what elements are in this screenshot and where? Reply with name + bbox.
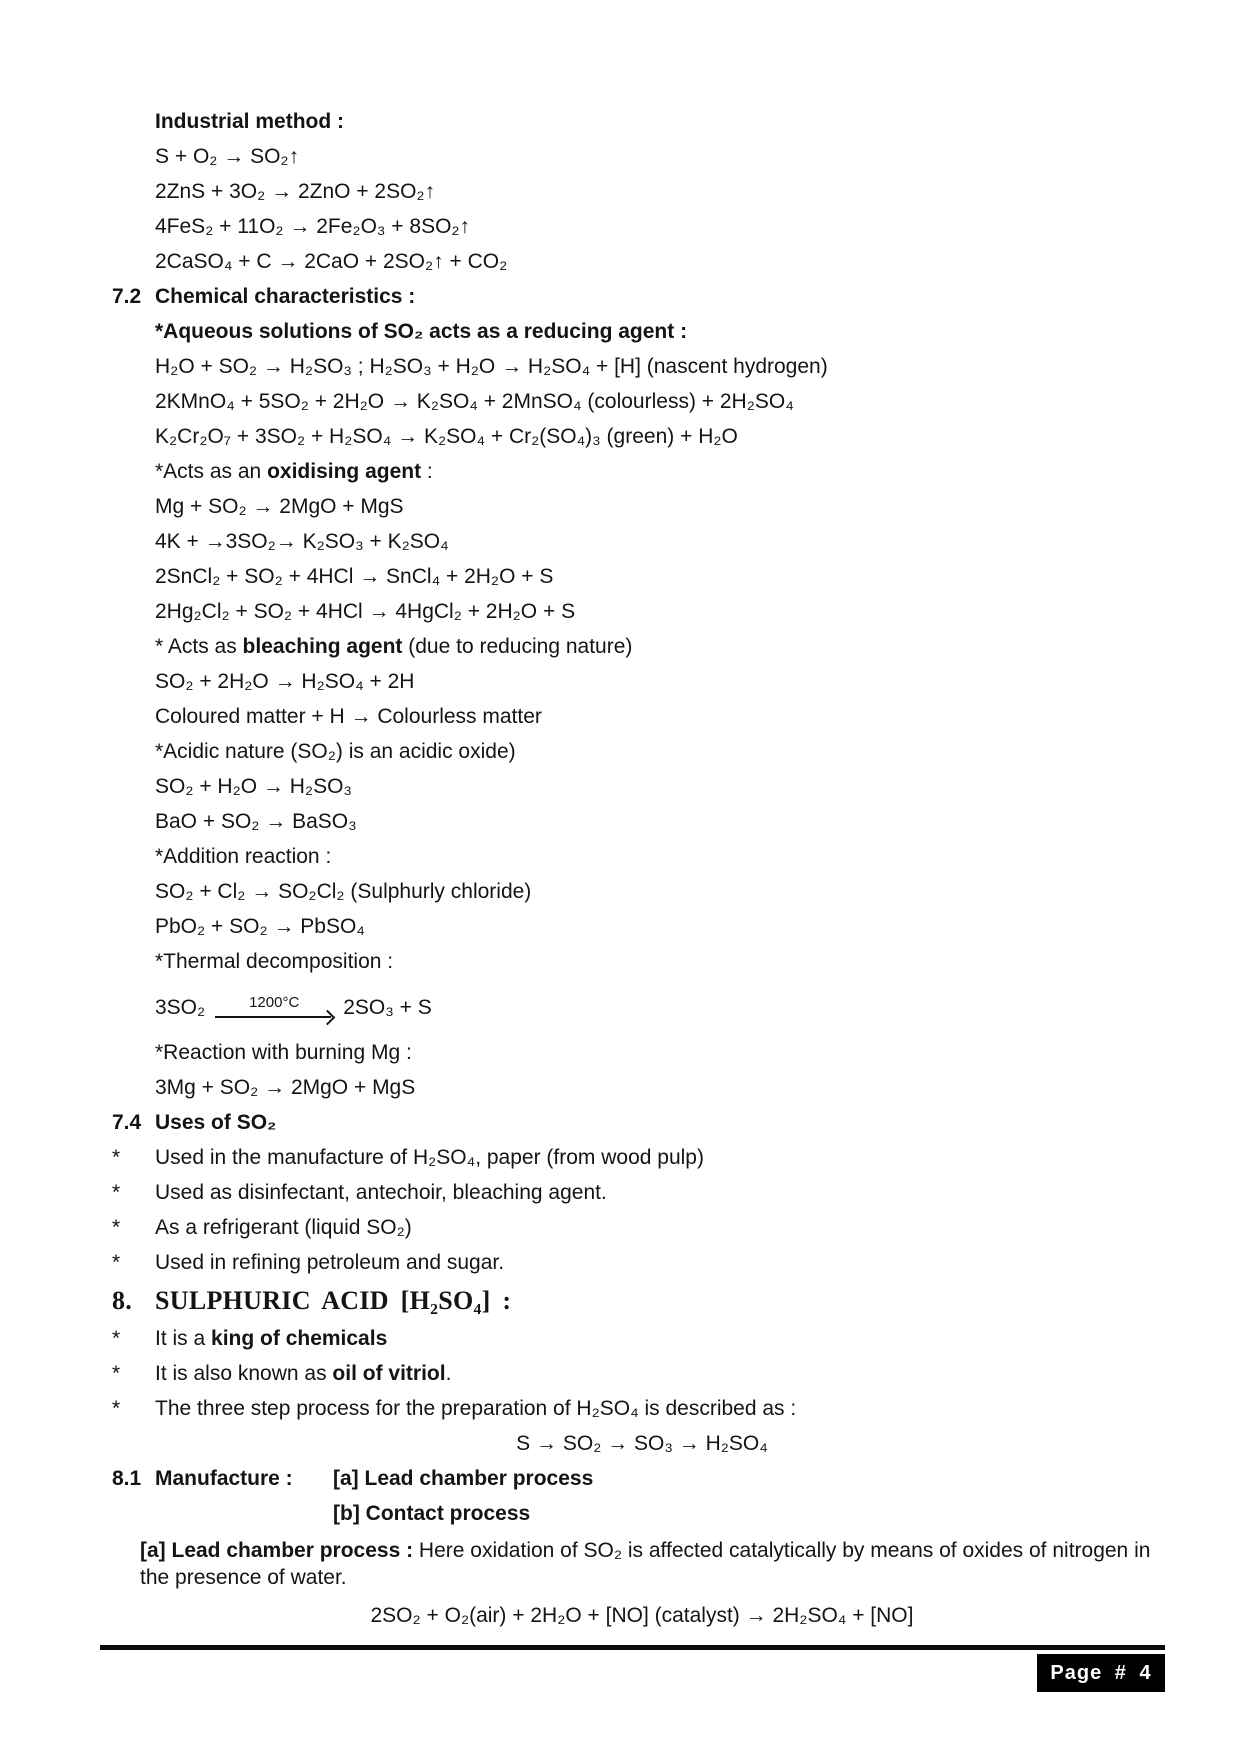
burning-mg-line: *Reaction with burning Mg : — [155, 1041, 412, 1064]
bullet-item — [112, 1391, 1172, 1426]
arrow-shaft — [215, 1011, 333, 1024]
section-title: Chemical characteristics : — [155, 285, 416, 308]
lead-chamber-paragraph — [140, 1537, 1172, 1591]
bullet-glyph: * — [112, 1146, 121, 1169]
bullet-item — [112, 1321, 1172, 1356]
thermal-decomposition-line: *Thermal decomposition : — [155, 950, 394, 973]
equation-rhs: 2SO₃ + S — [343, 995, 432, 1019]
equation-line-centered: S → SO₂ → SO₃ → H₂SO₄ — [516, 1432, 768, 1455]
bullet-text — [155, 1356, 451, 1391]
section-heading-uses — [112, 1105, 1172, 1140]
bullet-glyph: * — [112, 1181, 121, 1204]
section-number: 7.2 — [112, 285, 142, 308]
reaction-condition-arrow — [215, 994, 333, 1024]
bullet-glyph: * — [112, 1327, 121, 1350]
addition-reaction-line: *Addition reaction : — [155, 845, 332, 868]
bullet-item — [112, 1140, 1172, 1175]
reducing-agent-heading: *Aqueous solutions of SO₂ acts as a reducing agent : — [155, 320, 688, 343]
equation-line: 4FeS₂ + 11O₂ → 2Fe₂O₃ + 8SO₂↑ — [155, 215, 471, 238]
bullet-glyph: * — [112, 1397, 121, 1420]
bleaching-agent-line — [155, 629, 1172, 664]
page-number-badge: Page # 4 — [1037, 1654, 1165, 1692]
industrial-method-heading: Industrial method : — [155, 110, 344, 133]
equation-line: SO₂ + Cl₂ → SO₂Cl₂ (Sulphurly chloride) — [155, 880, 532, 903]
text-segment: * Acts as — [155, 635, 243, 658]
page-content — [112, 104, 1172, 1633]
section-heading-sulphuric-acid — [112, 1280, 1172, 1321]
equation-line: Mg + SO₂ → 2MgO + MgS — [155, 495, 404, 518]
bullet-text: As a refrigerant (liquid SO₂) — [155, 1216, 412, 1239]
section-heading-manufacture — [112, 1461, 1172, 1496]
text-segment: : — [421, 460, 433, 483]
equation-lhs: 3SO₂ — [155, 995, 206, 1019]
bullet-glyph: * — [112, 1251, 121, 1274]
process-option-a: [a] Lead chamber process — [333, 1467, 594, 1490]
footer-divider — [100, 1645, 1165, 1650]
equation-line: PbO₂ + SO₂ → PbSO₄ — [155, 915, 365, 938]
bullet-item — [112, 1175, 1172, 1210]
text-segment: Here oxidation of SO₂ is affected catalytically by means of oxides of nitrogen in the presence of water. — [140, 1539, 1151, 1589]
bullet-item — [112, 1210, 1172, 1245]
equation-line: Coloured matter + H → Colourless matter — [155, 705, 542, 728]
equation-line: K₂Cr₂O₇ + 3SO₂ + H₂SO₄ → K₂SO₄ + Cr₂(SO₄)₃ (green) + H₂O — [155, 425, 738, 448]
text-segment: . — [445, 1362, 452, 1385]
equation-line: SO₂ + 2H₂O → H₂SO₄ + 2H — [155, 670, 415, 693]
bullet-item — [112, 1245, 1172, 1280]
equation-line: 3Mg + SO₂ → 2MgO + MgS — [155, 1076, 416, 1099]
text-segment: It is a — [155, 1327, 212, 1350]
text-segment-bold: [a] Lead chamber process : — [140, 1539, 414, 1562]
equation-line: 2ZnS + 3O₂ → 2ZnO + 2SO₂↑ — [155, 180, 436, 203]
process-option-b: [b] Contact process — [333, 1502, 531, 1525]
section-number: 8.1 — [112, 1467, 142, 1490]
text-segment-bold: oxidising agent — [267, 460, 422, 483]
thermal-equation — [155, 979, 1172, 1035]
equation-line: S + O₂ → SO₂↑ — [155, 145, 300, 168]
equation-line-centered: 2SO₂ + O₂(air) + 2H₂O + [NO] (catalyst) → 2H₂SO₄ + [NO] — [370, 1604, 914, 1627]
text-segment: The three step process for the preparation of H₂SO₄ is described as : — [155, 1397, 797, 1420]
reaction-condition: 1200°C — [249, 994, 300, 1011]
bullet-text: Used in the manufacture of H₂SO₄, paper (from wood pulp) — [155, 1146, 704, 1169]
equation-line: SO₂ + H₂O → H₂SO₃ — [155, 775, 352, 798]
bullet-item — [112, 1356, 1172, 1391]
bullet-text — [155, 1321, 387, 1356]
section-number: 8. — [112, 1286, 133, 1315]
acidic-nature-line: *Acidic nature (SO₂) is an acidic oxide) — [155, 740, 516, 763]
text-segment: It is also known as — [155, 1362, 333, 1385]
text-segment: *Acts as an — [155, 460, 268, 483]
section-title: SULPHURIC ACID [H₂SO₄] : — [155, 1286, 512, 1315]
equation-line: 2KMnO₄ + 5SO₂ + 2H₂O → K₂SO₄ + 2MnSO₄ (colourless) + 2H₂SO₄ — [155, 390, 794, 413]
section-number: 7.4 — [112, 1111, 142, 1134]
bullet-glyph: * — [112, 1216, 121, 1239]
equation-line: H₂O + SO₂ → H₂SO₃ ; H₂SO₃ + H₂O → H₂SO₄ + [H] (nascent hydrogen) — [155, 355, 828, 378]
equation-line: 2Hg₂Cl₂ + SO₂ + 4HCl → 4HgCl₂ + 2H₂O + S — [155, 600, 576, 623]
bullet-glyph: * — [112, 1362, 121, 1385]
section-title: Uses of SO₂ — [155, 1111, 277, 1134]
equation-line: 2SnCl₂ + SO₂ + 4HCl → SnCl₄ + 2H₂O + S — [155, 565, 554, 588]
section-title: Manufacture : — [155, 1467, 293, 1490]
text-segment-bold: king of chemicals — [211, 1327, 388, 1350]
bullet-text: Used in refining petroleum and sugar. — [155, 1251, 505, 1274]
equation-line: 2CaSO₄ + C → 2CaO + 2SO₂↑ + CO₂ — [155, 250, 508, 273]
bullet-text — [155, 1391, 796, 1426]
section-heading-chemical-characteristics — [112, 279, 1172, 314]
oxidising-agent-line — [155, 454, 1172, 489]
text-segment: (due to reducing nature) — [402, 635, 633, 658]
text-segment-bold: oil of vitriol — [332, 1362, 446, 1385]
equation-line: BaO + SO₂ → BaSO₃ — [155, 810, 357, 833]
text-segment-bold: bleaching agent — [242, 635, 403, 658]
bullet-text: Used as disinfectant, antechoir, bleaching agent. — [155, 1181, 607, 1204]
equation-line: 4K + →3SO₂→ K₂SO₃ + K₂SO₄ — [155, 530, 449, 553]
